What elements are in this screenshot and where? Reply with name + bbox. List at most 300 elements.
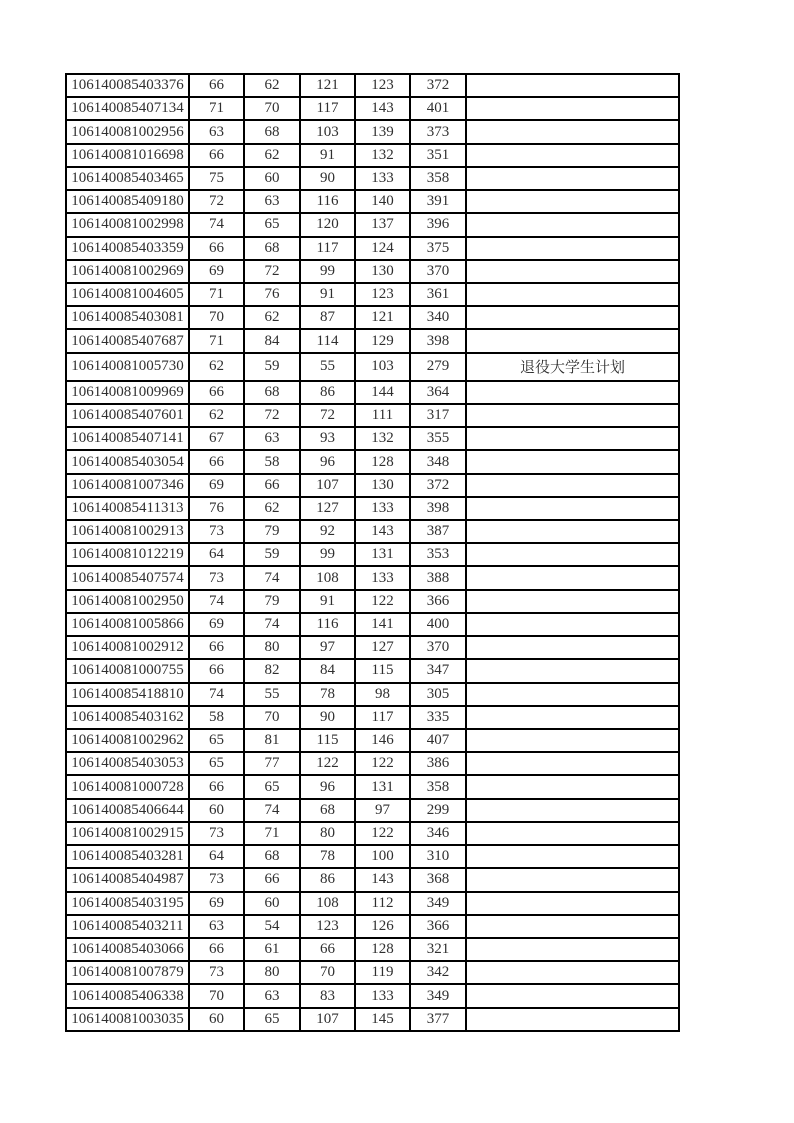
- cell-score-2: 80: [244, 636, 300, 659]
- table-row: [66, 1008, 679, 1031]
- cell-total-score: 386: [410, 752, 466, 775]
- table-row: [66, 450, 679, 473]
- cell-score-4: 124: [355, 237, 410, 260]
- cell-candidate-id: 106140085403053: [66, 752, 189, 775]
- cell-remark: [466, 144, 679, 167]
- cell-total-score: 279: [410, 353, 466, 381]
- table-row: [66, 260, 679, 283]
- cell-score-2: 80: [244, 961, 300, 984]
- cell-score-2: 55: [244, 683, 300, 706]
- cell-score-2: 81: [244, 729, 300, 752]
- cell-score-1: 66: [189, 775, 244, 798]
- cell-score-2: 66: [244, 868, 300, 891]
- table-row: [66, 659, 679, 682]
- cell-total-score: 377: [410, 1008, 466, 1031]
- cell-score-4: 98: [355, 683, 410, 706]
- cell-remark: [466, 845, 679, 868]
- cell-score-3: 55: [300, 353, 355, 381]
- cell-total-score: 372: [410, 74, 466, 97]
- cell-score-1: 66: [189, 938, 244, 961]
- table-row: [66, 520, 679, 543]
- cell-score-3: 117: [300, 97, 355, 120]
- cell-total-score: 358: [410, 775, 466, 798]
- cell-total-score: 366: [410, 915, 466, 938]
- cell-remark: [466, 1008, 679, 1031]
- table-row: [66, 892, 679, 915]
- cell-total-score: 348: [410, 450, 466, 473]
- cell-candidate-id: 106140081003035: [66, 1008, 189, 1031]
- cell-score-3: 121: [300, 74, 355, 97]
- cell-score-2: 72: [244, 404, 300, 427]
- cell-total-score: 342: [410, 961, 466, 984]
- cell-score-1: 71: [189, 283, 244, 306]
- cell-total-score: 353: [410, 543, 466, 566]
- table-row: [66, 729, 679, 752]
- table-row: [66, 706, 679, 729]
- cell-score-4: 123: [355, 283, 410, 306]
- cell-score-3: 96: [300, 450, 355, 473]
- cell-score-4: 131: [355, 543, 410, 566]
- cell-total-score: 349: [410, 984, 466, 1007]
- cell-total-score: 400: [410, 613, 466, 636]
- cell-score-1: 64: [189, 845, 244, 868]
- cell-score-2: 65: [244, 775, 300, 798]
- cell-score-4: 100: [355, 845, 410, 868]
- cell-score-4: 128: [355, 450, 410, 473]
- cell-remark: [466, 237, 679, 260]
- table-row: [66, 497, 679, 520]
- cell-score-1: 66: [189, 636, 244, 659]
- cell-total-score: 396: [410, 213, 466, 236]
- cell-candidate-id: 106140085403195: [66, 892, 189, 915]
- table-row: [66, 381, 679, 404]
- cell-score-1: 74: [189, 213, 244, 236]
- cell-score-3: 66: [300, 938, 355, 961]
- cell-candidate-id: 106140085409180: [66, 190, 189, 213]
- cell-score-3: 72: [300, 404, 355, 427]
- cell-score-3: 80: [300, 822, 355, 845]
- cell-score-3: 97: [300, 636, 355, 659]
- cell-score-2: 74: [244, 566, 300, 589]
- cell-score-1: 62: [189, 404, 244, 427]
- cell-score-4: 130: [355, 260, 410, 283]
- cell-score-1: 67: [189, 427, 244, 450]
- cell-score-2: 59: [244, 543, 300, 566]
- cell-score-2: 72: [244, 260, 300, 283]
- cell-score-2: 63: [244, 427, 300, 450]
- cell-total-score: 340: [410, 306, 466, 329]
- cell-score-1: 66: [189, 237, 244, 260]
- cell-score-4: 128: [355, 938, 410, 961]
- cell-score-3: 99: [300, 260, 355, 283]
- cell-remark: [466, 984, 679, 1007]
- cell-score-1: 65: [189, 752, 244, 775]
- cell-total-score: 346: [410, 822, 466, 845]
- cell-candidate-id: 106140081009969: [66, 381, 189, 404]
- cell-candidate-id: 106140085407134: [66, 97, 189, 120]
- cell-score-2: 65: [244, 213, 300, 236]
- cell-score-1: 62: [189, 353, 244, 381]
- table-row: [66, 543, 679, 566]
- cell-remark: [466, 892, 679, 915]
- cell-remark: [466, 450, 679, 473]
- cell-score-4: 133: [355, 497, 410, 520]
- cell-score-4: 132: [355, 427, 410, 450]
- cell-score-4: 137: [355, 213, 410, 236]
- cell-score-1: 66: [189, 450, 244, 473]
- cell-score-4: 133: [355, 566, 410, 589]
- cell-score-1: 76: [189, 497, 244, 520]
- cell-score-2: 59: [244, 353, 300, 381]
- cell-candidate-id: 106140081004605: [66, 283, 189, 306]
- table-row: [66, 474, 679, 497]
- cell-candidate-id: 106140081002956: [66, 120, 189, 143]
- cell-score-3: 84: [300, 659, 355, 682]
- table-row: [66, 237, 679, 260]
- table-row: [66, 306, 679, 329]
- cell-remark: [466, 961, 679, 984]
- cell-candidate-id: 106140085403066: [66, 938, 189, 961]
- cell-score-1: 63: [189, 120, 244, 143]
- cell-candidate-id: 106140081002998: [66, 213, 189, 236]
- cell-score-4: 146: [355, 729, 410, 752]
- cell-candidate-id: 106140085403211: [66, 915, 189, 938]
- cell-score-4: 130: [355, 474, 410, 497]
- table-row: [66, 427, 679, 450]
- cell-score-1: 69: [189, 474, 244, 497]
- cell-score-3: 120: [300, 213, 355, 236]
- cell-candidate-id: 106140085411313: [66, 497, 189, 520]
- cell-score-1: 73: [189, 566, 244, 589]
- table-row: [66, 868, 679, 891]
- cell-score-2: 84: [244, 329, 300, 352]
- cell-total-score: 361: [410, 283, 466, 306]
- cell-remark: [466, 74, 679, 97]
- cell-score-4: 131: [355, 775, 410, 798]
- cell-total-score: 305: [410, 683, 466, 706]
- cell-total-score: 372: [410, 474, 466, 497]
- cell-total-score: 373: [410, 120, 466, 143]
- table-row: [66, 683, 679, 706]
- cell-candidate-id: 106140085418810: [66, 683, 189, 706]
- cell-total-score: 407: [410, 729, 466, 752]
- cell-score-4: 133: [355, 167, 410, 190]
- cell-remark: [466, 329, 679, 352]
- cell-score-2: 74: [244, 613, 300, 636]
- cell-total-score: 388: [410, 566, 466, 589]
- cell-remark: [466, 381, 679, 404]
- cell-score-2: 62: [244, 74, 300, 97]
- cell-total-score: 310: [410, 845, 466, 868]
- cell-score-4: 126: [355, 915, 410, 938]
- table-row: [66, 167, 679, 190]
- cell-candidate-id: 106140081005730: [66, 353, 189, 381]
- cell-score-4: 143: [355, 97, 410, 120]
- cell-score-2: 74: [244, 799, 300, 822]
- cell-candidate-id: 106140081002913: [66, 520, 189, 543]
- cell-total-score: 391: [410, 190, 466, 213]
- cell-score-3: 123: [300, 915, 355, 938]
- cell-score-4: 122: [355, 752, 410, 775]
- table-row: [66, 190, 679, 213]
- cell-score-2: 82: [244, 659, 300, 682]
- table-row: [66, 822, 679, 845]
- cell-score-2: 68: [244, 845, 300, 868]
- cell-remark: [466, 213, 679, 236]
- cell-score-2: 60: [244, 167, 300, 190]
- cell-score-2: 63: [244, 190, 300, 213]
- cell-score-1: 66: [189, 381, 244, 404]
- cell-candidate-id: 106140081000755: [66, 659, 189, 682]
- scores-table: [65, 73, 680, 1032]
- cell-candidate-id: 106140081002915: [66, 822, 189, 845]
- cell-score-2: 71: [244, 822, 300, 845]
- cell-total-score: 349: [410, 892, 466, 915]
- cell-score-4: 145: [355, 1008, 410, 1031]
- cell-score-3: 87: [300, 306, 355, 329]
- table-row: [66, 915, 679, 938]
- cell-score-3: 83: [300, 984, 355, 1007]
- cell-score-2: 66: [244, 474, 300, 497]
- cell-score-2: 70: [244, 97, 300, 120]
- cell-score-4: 140: [355, 190, 410, 213]
- cell-score-4: 127: [355, 636, 410, 659]
- cell-score-3: 108: [300, 892, 355, 915]
- cell-score-3: 108: [300, 566, 355, 589]
- cell-score-1: 58: [189, 706, 244, 729]
- cell-remark: [466, 915, 679, 938]
- cell-total-score: 370: [410, 636, 466, 659]
- cell-score-2: 68: [244, 120, 300, 143]
- cell-score-3: 96: [300, 775, 355, 798]
- cell-score-1: 73: [189, 868, 244, 891]
- cell-score-4: 121: [355, 306, 410, 329]
- cell-score-1: 75: [189, 167, 244, 190]
- cell-candidate-id: 106140081002912: [66, 636, 189, 659]
- table-row: [66, 283, 679, 306]
- cell-total-score: 347: [410, 659, 466, 682]
- cell-score-1: 71: [189, 97, 244, 120]
- cell-candidate-id: 106140081000728: [66, 775, 189, 798]
- table-row: [66, 213, 679, 236]
- cell-total-score: 364: [410, 381, 466, 404]
- cell-score-1: 69: [189, 613, 244, 636]
- cell-score-3: 92: [300, 520, 355, 543]
- cell-total-score: 368: [410, 868, 466, 891]
- cell-score-1: 73: [189, 822, 244, 845]
- table-row: [66, 404, 679, 427]
- cell-score-4: 143: [355, 520, 410, 543]
- cell-score-3: 68: [300, 799, 355, 822]
- cell-score-4: 103: [355, 353, 410, 381]
- cell-score-4: 123: [355, 74, 410, 97]
- cell-score-3: 116: [300, 190, 355, 213]
- cell-score-3: 116: [300, 613, 355, 636]
- cell-score-4: 119: [355, 961, 410, 984]
- cell-score-3: 99: [300, 543, 355, 566]
- cell-remark: [466, 97, 679, 120]
- cell-total-score: 351: [410, 144, 466, 167]
- table-row: [66, 799, 679, 822]
- cell-remark: [466, 404, 679, 427]
- cell-score-3: 78: [300, 845, 355, 868]
- cell-candidate-id: 106140081012219: [66, 543, 189, 566]
- cell-remark: [466, 636, 679, 659]
- scores-table-body: [66, 74, 679, 1031]
- cell-candidate-id: 106140085404987: [66, 868, 189, 891]
- cell-candidate-id: 106140085406338: [66, 984, 189, 1007]
- cell-score-2: 68: [244, 381, 300, 404]
- table-row: [66, 938, 679, 961]
- cell-score-1: 73: [189, 520, 244, 543]
- cell-score-1: 71: [189, 329, 244, 352]
- table-row: [66, 144, 679, 167]
- cell-total-score: 401: [410, 97, 466, 120]
- cell-candidate-id: 106140085403081: [66, 306, 189, 329]
- table-row: [66, 984, 679, 1007]
- cell-score-2: 62: [244, 497, 300, 520]
- cell-candidate-id: 106140081002969: [66, 260, 189, 283]
- table-row: [66, 566, 679, 589]
- cell-remark: [466, 590, 679, 613]
- cell-remark: [466, 822, 679, 845]
- table-row: [66, 353, 679, 381]
- cell-score-3: 91: [300, 590, 355, 613]
- cell-score-3: 86: [300, 868, 355, 891]
- cell-remark: [466, 775, 679, 798]
- cell-remark: [466, 868, 679, 891]
- cell-score-1: 66: [189, 659, 244, 682]
- cell-score-2: 62: [244, 306, 300, 329]
- cell-score-2: 65: [244, 1008, 300, 1031]
- cell-score-4: 141: [355, 613, 410, 636]
- cell-total-score: 321: [410, 938, 466, 961]
- cell-score-2: 76: [244, 283, 300, 306]
- cell-candidate-id: 106140081007346: [66, 474, 189, 497]
- cell-score-4: 139: [355, 120, 410, 143]
- cell-total-score: 355: [410, 427, 466, 450]
- cell-score-2: 70: [244, 706, 300, 729]
- cell-score-1: 65: [189, 729, 244, 752]
- cell-score-1: 66: [189, 74, 244, 97]
- cell-candidate-id: 106140085403281: [66, 845, 189, 868]
- table-row: [66, 97, 679, 120]
- cell-score-3: 117: [300, 237, 355, 260]
- cell-candidate-id: 106140081007879: [66, 961, 189, 984]
- cell-score-2: 62: [244, 144, 300, 167]
- cell-score-4: 144: [355, 381, 410, 404]
- cell-score-3: 78: [300, 683, 355, 706]
- cell-remark: [466, 543, 679, 566]
- cell-score-4: 132: [355, 144, 410, 167]
- cell-score-1: 70: [189, 984, 244, 1007]
- cell-score-1: 73: [189, 961, 244, 984]
- table-row: [66, 329, 679, 352]
- cell-total-score: 398: [410, 497, 466, 520]
- table-row: [66, 74, 679, 97]
- cell-remark: [466, 167, 679, 190]
- cell-score-1: 74: [189, 683, 244, 706]
- cell-score-4: 111: [355, 404, 410, 427]
- cell-remark: [466, 938, 679, 961]
- cell-score-2: 61: [244, 938, 300, 961]
- cell-score-3: 91: [300, 283, 355, 306]
- cell-score-3: 86: [300, 381, 355, 404]
- cell-score-3: 127: [300, 497, 355, 520]
- cell-score-2: 77: [244, 752, 300, 775]
- cell-score-3: 70: [300, 961, 355, 984]
- cell-score-2: 54: [244, 915, 300, 938]
- cell-remark: [466, 474, 679, 497]
- cell-score-1: 74: [189, 590, 244, 613]
- cell-score-2: 79: [244, 520, 300, 543]
- cell-remark: [466, 260, 679, 283]
- cell-remark: [466, 613, 679, 636]
- cell-candidate-id: 106140081016698: [66, 144, 189, 167]
- cell-total-score: 375: [410, 237, 466, 260]
- cell-score-3: 90: [300, 167, 355, 190]
- cell-candidate-id: 106140085403465: [66, 167, 189, 190]
- cell-candidate-id: 106140085403359: [66, 237, 189, 260]
- cell-candidate-id: 106140081005866: [66, 613, 189, 636]
- cell-total-score: 317: [410, 404, 466, 427]
- cell-total-score: 366: [410, 590, 466, 613]
- cell-score-1: 69: [189, 892, 244, 915]
- cell-remark: [466, 427, 679, 450]
- cell-candidate-id: 106140085407601: [66, 404, 189, 427]
- table-row: [66, 120, 679, 143]
- table-row: [66, 590, 679, 613]
- cell-score-1: 66: [189, 144, 244, 167]
- cell-total-score: 299: [410, 799, 466, 822]
- cell-remark: [466, 306, 679, 329]
- cell-score-3: 107: [300, 1008, 355, 1031]
- cell-candidate-id: 106140085407574: [66, 566, 189, 589]
- cell-score-3: 91: [300, 144, 355, 167]
- cell-score-3: 93: [300, 427, 355, 450]
- cell-score-2: 60: [244, 892, 300, 915]
- cell-total-score: 387: [410, 520, 466, 543]
- cell-remark: [466, 659, 679, 682]
- cell-score-3: 90: [300, 706, 355, 729]
- cell-score-2: 58: [244, 450, 300, 473]
- cell-remark: [466, 520, 679, 543]
- cell-remark: [466, 566, 679, 589]
- cell-score-4: 122: [355, 590, 410, 613]
- cell-candidate-id: 106140085407141: [66, 427, 189, 450]
- cell-score-3: 103: [300, 120, 355, 143]
- cell-remark: [466, 729, 679, 752]
- table-row: [66, 636, 679, 659]
- cell-score-1: 60: [189, 1008, 244, 1031]
- cell-score-1: 72: [189, 190, 244, 213]
- cell-score-4: 117: [355, 706, 410, 729]
- cell-score-1: 69: [189, 260, 244, 283]
- cell-score-1: 63: [189, 915, 244, 938]
- cell-score-4: 143: [355, 868, 410, 891]
- cell-score-4: 115: [355, 659, 410, 682]
- cell-remark: [466, 752, 679, 775]
- cell-candidate-id: 106140085407687: [66, 329, 189, 352]
- cell-candidate-id: 106140085403054: [66, 450, 189, 473]
- cell-remark: 退役大学生计划: [466, 353, 679, 381]
- cell-remark: [466, 120, 679, 143]
- cell-score-4: 133: [355, 984, 410, 1007]
- table-row: [66, 752, 679, 775]
- table-row: [66, 961, 679, 984]
- cell-score-1: 70: [189, 306, 244, 329]
- cell-remark: [466, 683, 679, 706]
